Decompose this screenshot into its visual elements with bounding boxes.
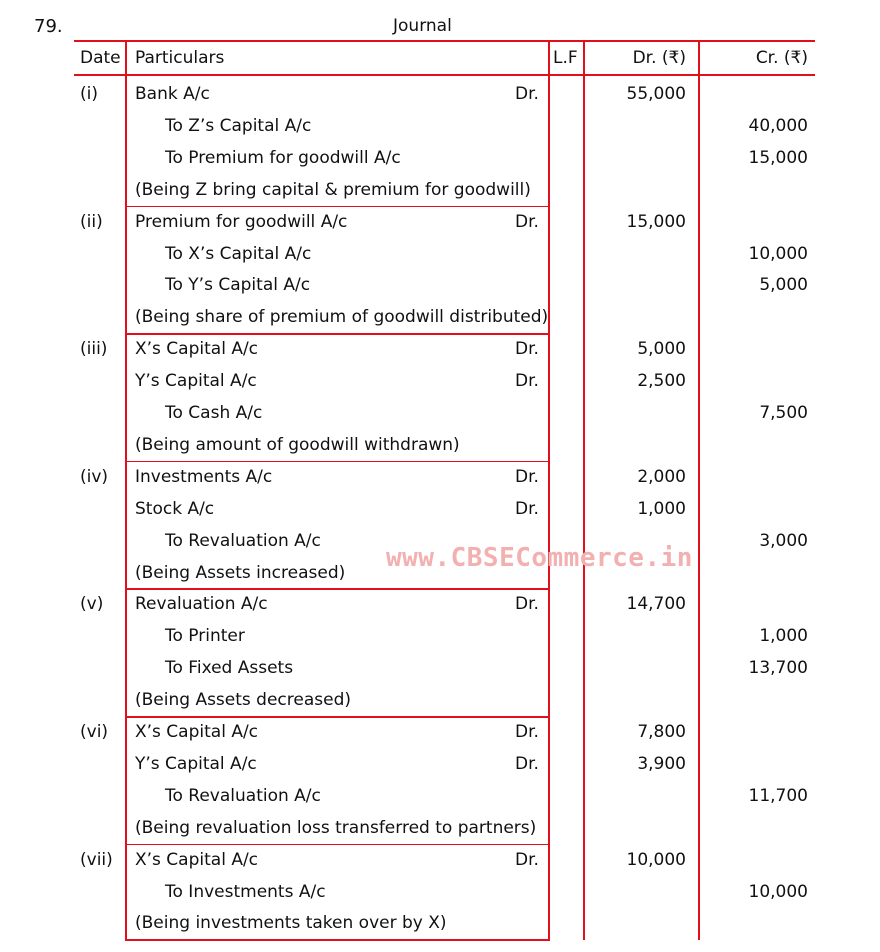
credit-account: To Cash A/c (165, 403, 263, 423)
entry-date: (ii) (80, 211, 103, 232)
credit-amount: 15,000 (748, 147, 808, 168)
debit-amount: 1,000 (637, 498, 686, 519)
dr-label: Dr. (515, 466, 539, 487)
credit-amount: 10,000 (748, 881, 808, 902)
debit-amount: 3,900 (637, 753, 686, 774)
debit-account: Premium for goodwill A/c (135, 211, 348, 232)
dr-label: Dr. (515, 849, 539, 870)
header-lf: L.F (553, 48, 578, 68)
debit-account: Revaluation A/c (135, 594, 268, 615)
credit-account: To X’s Capital A/c (165, 243, 312, 264)
dr-label: Dr. (515, 371, 539, 392)
debit-amount: 2,500 (637, 371, 686, 392)
dr-label: Dr. (515, 211, 539, 232)
narration: (Being revaluation loss transferred to partners) (135, 817, 537, 838)
debit-account: X’s Capital A/c (135, 722, 259, 742)
header-dr: Dr. (₹) (632, 48, 686, 68)
entry-separator (125, 461, 550, 463)
narration: (Being Z bring capital & premium for goodwill) (135, 179, 531, 200)
debit-amount: 14,700 (626, 594, 686, 615)
credit-amount: 3,000 (759, 530, 808, 551)
journal-title: Journal (393, 16, 452, 36)
debit-account: Stock A/c (135, 498, 215, 519)
header-bottom-border (74, 74, 815, 76)
debit-amount: 10,000 (626, 849, 686, 870)
header-cr: Cr. (₹) (755, 48, 808, 68)
entry-separator (125, 844, 550, 846)
entry-date: (v) (80, 594, 104, 615)
dr-label: Dr. (515, 594, 539, 615)
dr-column-divider (698, 40, 700, 940)
watermark: www.CBSECommerce.in (386, 543, 693, 573)
dr-label: Dr. (515, 498, 539, 519)
credit-amount: 40,000 (748, 115, 808, 136)
lf-column-divider (583, 40, 585, 940)
credit-account: To Fixed Assets (165, 658, 294, 679)
credit-account: To Premium for goodwill A/c (165, 147, 401, 168)
credit-account: To Z’s Capital A/c (165, 115, 312, 136)
narration: (Being investments taken over by X) (135, 913, 447, 934)
narration: (Being share of premium of goodwill distributed) (135, 307, 549, 328)
debit-account: X’s Capital A/c (135, 849, 259, 870)
entry-separator (125, 939, 550, 941)
entry-date: (iii) (80, 339, 108, 360)
credit-amount: 10,000 (748, 243, 808, 264)
debit-account: X’s Capital A/c (135, 339, 259, 360)
entry-separator (125, 206, 550, 208)
header-particulars: Particulars (135, 48, 225, 68)
credit-account: To Revaluation A/c (165, 785, 321, 806)
debit-account: Y’s Capital A/c (135, 371, 257, 392)
dr-label: Dr. (515, 84, 539, 104)
debit-amount: 7,800 (637, 722, 686, 742)
entry-separator (125, 333, 550, 335)
debit-account: Investments A/c (135, 466, 273, 487)
debit-account: Y’s Capital A/c (135, 753, 257, 774)
debit-amount: 55,000 (626, 84, 686, 104)
entry-date: (vii) (80, 849, 113, 870)
credit-amount: 11,700 (748, 785, 808, 806)
dr-label: Dr. (515, 339, 539, 360)
entry-separator (125, 588, 550, 590)
dr-label: Dr. (515, 722, 539, 742)
credit-amount: 5,000 (759, 275, 808, 296)
narration: (Being Assets increased) (135, 562, 346, 583)
date-column-divider (125, 40, 127, 940)
debit-amount: 15,000 (626, 211, 686, 232)
dr-label: Dr. (515, 753, 539, 774)
credit-account: To Revaluation A/c (165, 530, 321, 551)
credit-account: To Investments A/c (165, 881, 326, 902)
particulars-column-divider (548, 40, 550, 940)
question-number: 79. (34, 16, 63, 37)
entry-date: (vi) (80, 722, 109, 742)
credit-amount: 7,500 (759, 403, 808, 423)
debit-amount: 5,000 (637, 339, 686, 360)
credit-amount: 13,700 (748, 658, 808, 679)
narration: (Being amount of goodwill withdrawn) (135, 434, 460, 455)
entry-date: (iv) (80, 466, 109, 487)
debit-amount: 2,000 (637, 466, 686, 487)
header-date: Date (80, 48, 121, 68)
narration: (Being Assets decreased) (135, 690, 352, 711)
entry-separator (125, 716, 550, 718)
entry-date: (i) (80, 84, 98, 104)
credit-amount: 1,000 (759, 626, 808, 647)
credit-account: To Y’s Capital A/c (165, 275, 311, 296)
credit-account: To Printer (165, 626, 245, 647)
debit-account: Bank A/c (135, 84, 210, 104)
table-top-border (74, 40, 815, 42)
